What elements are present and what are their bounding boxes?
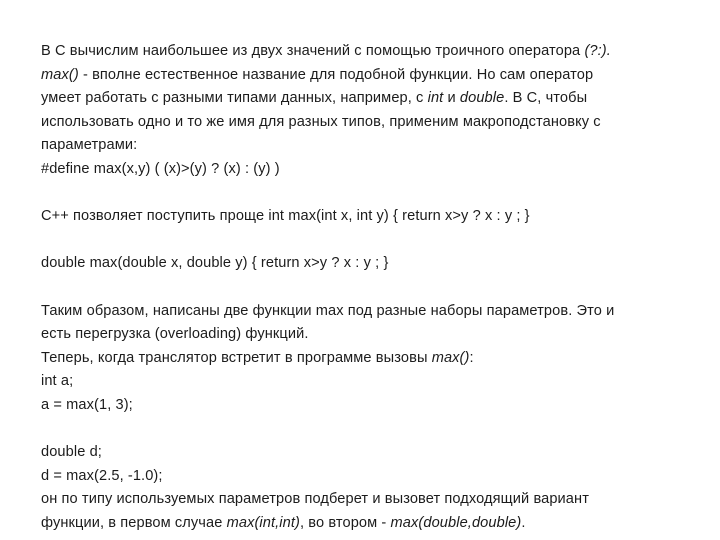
- italic-run: max(): [41, 66, 79, 83]
- italic-run: (?:).: [584, 43, 611, 59]
- italic-run: max(double,double): [390, 514, 522, 531]
- paragraph-gap: [41, 229, 691, 253]
- text-run: Теперь, когда транслятор встретит в программе вызовы: [41, 349, 432, 366]
- text-run: функции, в первом случае: [41, 514, 227, 531]
- code-line: d = max(2.5, -1.0);: [41, 467, 163, 484]
- text-run: :: [469, 349, 474, 366]
- text-run: и: [443, 90, 460, 107]
- italic-run: double: [459, 90, 505, 107]
- code-line-int-max: С++ позволяет поступить проще int max(int x, int y) { return x>y ? x : y ; }: [41, 208, 530, 225]
- text-run: .: [521, 514, 526, 531]
- paragraph-gap: [41, 418, 691, 442]
- text-line: параметрами:: [41, 137, 138, 154]
- code-line-define: #define max(x,y) ( (x)>(y) ? (x) : (y) ): [41, 160, 280, 177]
- italic-run: max(): [431, 349, 470, 366]
- text-line: [41, 347, 691, 371]
- code-line: double d;: [41, 444, 102, 461]
- paragraph-gap: [41, 276, 691, 300]
- text-line: использовать одно и то же имя для разных типов, применим макроподстановку с: [41, 113, 601, 130]
- slide-body-text: [41, 40, 691, 535]
- text-line: есть перегрузка (overloading) функций.: [41, 326, 309, 343]
- text-line: [41, 512, 691, 536]
- text-line: он по типу используемых параметров подберет и вызовет подходящий вариант: [41, 491, 589, 508]
- code-line: int a;: [41, 373, 74, 390]
- text-line: Таким образом, написаны две функции max под разные наборы параметров. Это и: [41, 302, 615, 319]
- text-run: В С вычислим наибольшее из двух значений с помощью троичного оператора: [41, 43, 585, 59]
- code-line: a = max(1, 3);: [41, 396, 133, 413]
- text-line: [41, 64, 691, 88]
- text-line: [41, 40, 691, 64]
- text-line: [41, 87, 691, 111]
- italic-run: max(int,int): [226, 514, 300, 531]
- paragraph-gap: [41, 182, 691, 206]
- text-run: - вполне естественное название для подобной функции. Но сам оператор: [78, 66, 594, 83]
- italic-run: int: [427, 90, 444, 107]
- text-run: умеет работать с разными типами данных, например, с: [41, 90, 428, 107]
- text-run: , во втором -: [299, 514, 391, 531]
- code-line-double-max: double max(double x, double y) { return x>y ? x : y ; }: [41, 255, 389, 272]
- text-run: . В С, чтобы: [504, 90, 588, 107]
